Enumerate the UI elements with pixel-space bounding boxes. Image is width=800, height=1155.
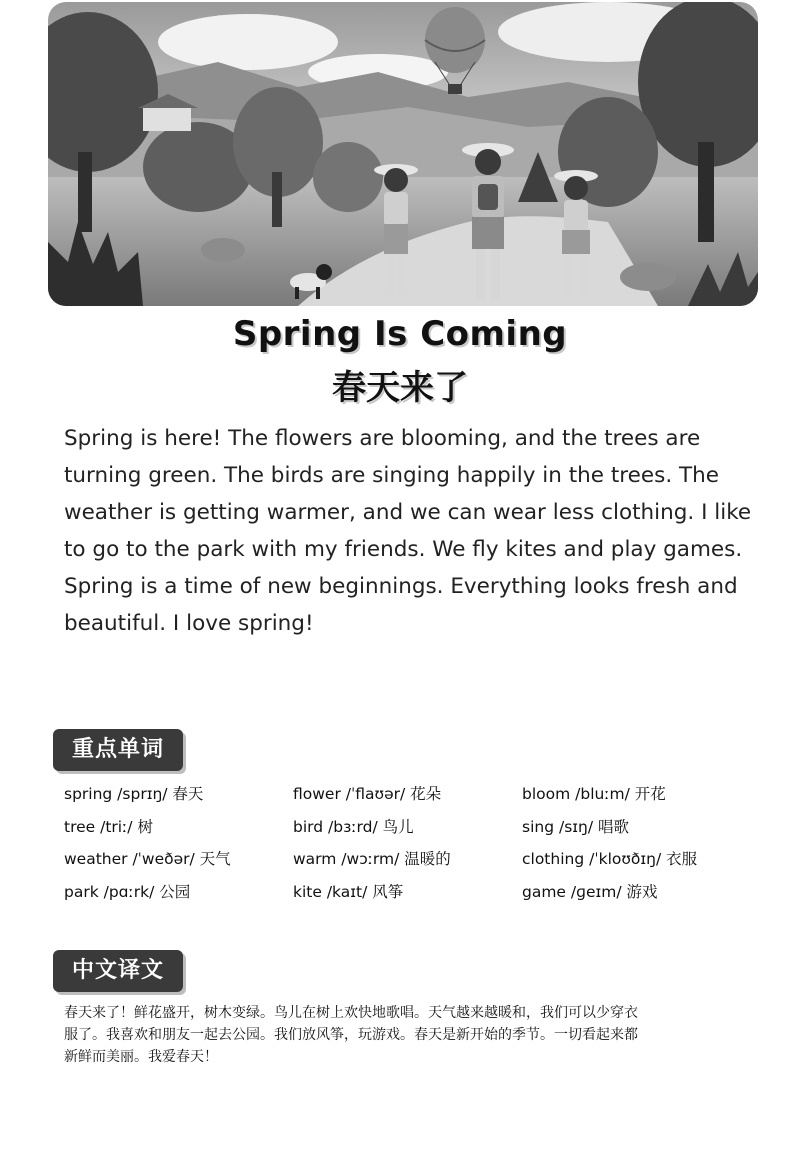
title-chinese: 春天来了 (332, 368, 468, 408)
spring-scene-image (48, 2, 758, 306)
vocabulary-item: game /ɡeɪm/ 游戏 (522, 882, 658, 901)
title-english: Spring Is Coming (232, 314, 568, 354)
vocabulary-row (64, 782, 754, 815)
vocabulary-item: sing /sɪŋ/ 唱歌 (522, 817, 630, 836)
vocabulary-item: tree /triː/ 树 (64, 817, 153, 836)
hero-illustration (48, 2, 758, 306)
vocabulary-item: park /pɑːrk/ 公园 (64, 882, 191, 901)
vocabulary-row (64, 880, 754, 913)
story-paragraph: Spring is here! The flowers are blooming, and the trees are turning green. The birds are singing happily in the trees. The weather is getting warmer, and we can wear less clothing. I like to go to the park with my friends. We fly kites and play games. Spring is a time of new beginnings. Everything looks fresh and beautiful. I love spring! (64, 426, 752, 636)
translation-heading: 中文译文 (53, 950, 183, 992)
vocabulary-row (64, 847, 754, 880)
vocabulary-item: bloom /bluːm/ 开花 (522, 785, 666, 803)
vocabulary-list (64, 782, 754, 912)
vocabulary-item: clothing /ˈkloʊðɪŋ/ 衣服 (522, 850, 698, 868)
vocabulary-item: weather /ˈweðər/ 天气 (64, 850, 231, 868)
vocabulary-item: kite /kaɪt/ 风筝 (293, 882, 404, 901)
translation-paragraph: 春天来了！鲜花盛开，树木变绿。鸟儿在树上欢快地歌唱。天气越来越暖和，我们可以少穿衣服了。我喜欢和朋友一起去公园。我们放风筝，玩游戏。春天是新开始的季节。一切看起来都新鲜而美丽。我爱春天！ (64, 1005, 638, 1065)
vocabulary-heading: 重点单词 (53, 729, 183, 771)
vocabulary-row (64, 815, 754, 848)
vocabulary-item: bird /bɜːrd/ 鸟儿 (293, 817, 414, 836)
vocabulary-item: spring /sprɪŋ/ 春天 (64, 785, 204, 803)
vocabulary-item: warm /wɔːrm/ 温暖的 (293, 850, 451, 868)
vocabulary-item: flower /ˈflaʊər/ 花朵 (293, 785, 442, 803)
